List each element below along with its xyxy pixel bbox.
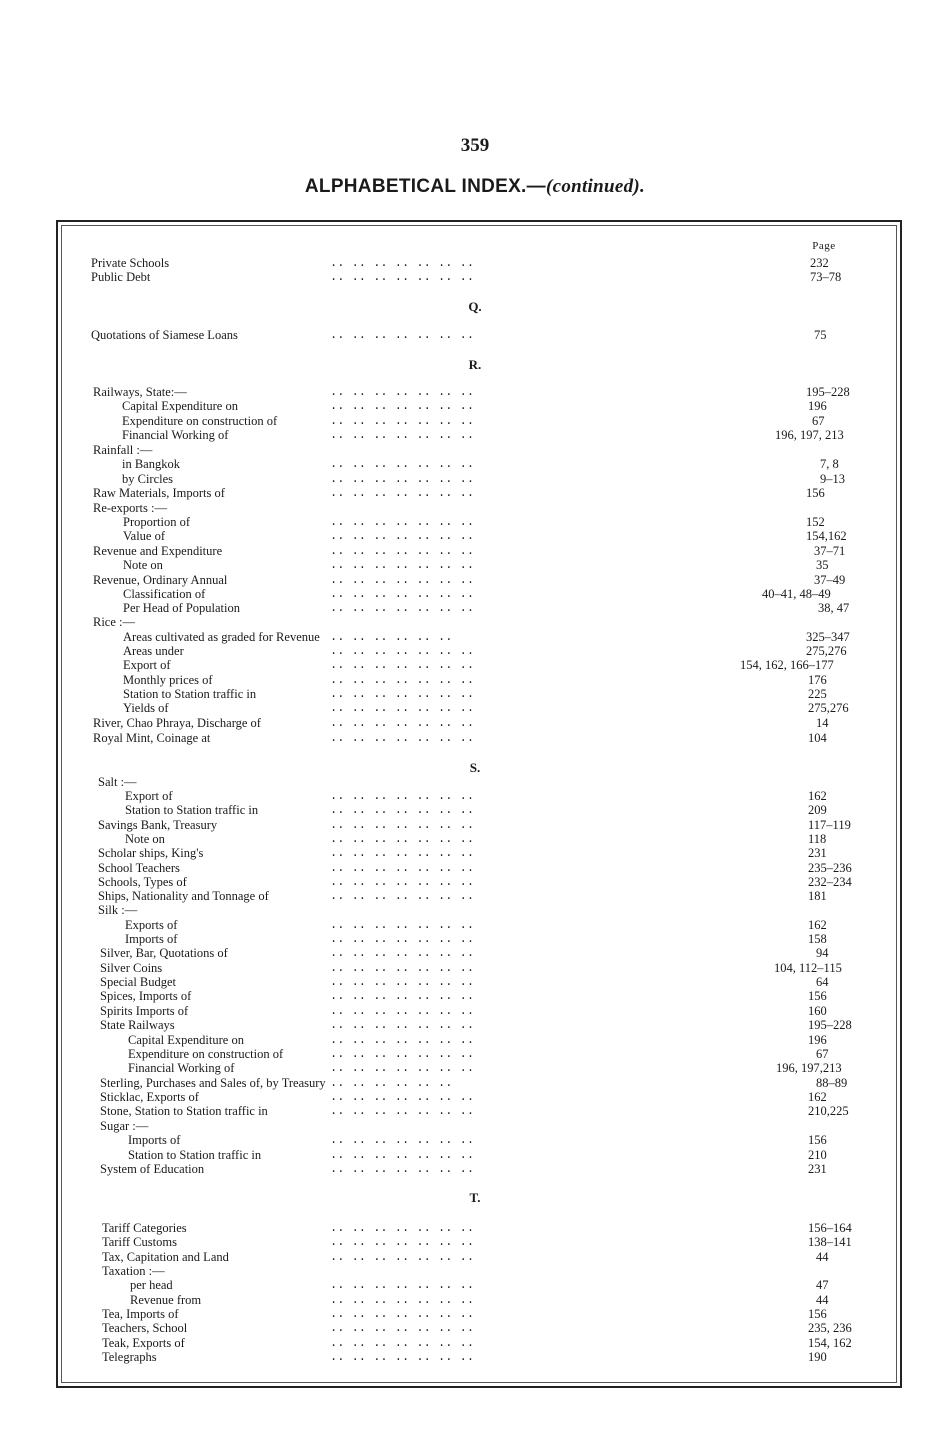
entry-label: Revenue from (130, 1293, 202, 1307)
entry-label: Ships, Nationality and Tonnage of (98, 889, 269, 903)
leader-dots: .. .. .. .. .. .. .. (330, 644, 475, 658)
entry-label: Special Budget (100, 975, 177, 989)
entry-label: Stone, Station to Station traffic in (100, 1104, 268, 1118)
leader-dots: .. .. .. .. .. .. .. (330, 832, 475, 846)
index-entry (0, 472, 950, 487)
leader-dots: .. .. .. .. .. .. .. (330, 587, 475, 601)
index-entry (0, 385, 950, 400)
entry-page: 154,162 (806, 529, 847, 543)
index-entry (0, 989, 950, 1004)
entry-page: 195–228 (808, 1018, 852, 1032)
entry-label: Expenditure on construction of (122, 414, 278, 428)
entry-label: Rainfall :— (93, 443, 153, 457)
entry-page: 162 (808, 1090, 827, 1104)
leader-dots: .. .. .. .. .. .. .. (330, 961, 475, 975)
index-entry (0, 573, 950, 588)
index-entry (0, 558, 950, 573)
entry-page: 196, 197,213 (776, 1061, 842, 1075)
index-entry (0, 903, 950, 918)
leader-dots: .. .. .. .. .. .. .. (330, 687, 475, 701)
index-entry (0, 716, 950, 731)
leader-dots: .. .. .. .. .. .. .. (330, 658, 475, 672)
entry-page: 67 (812, 414, 825, 428)
index-entry (0, 1047, 950, 1062)
index-entry (0, 861, 950, 876)
index-entry (0, 1148, 950, 1163)
index-entry (0, 832, 950, 847)
leader-dots: .. .. .. .. .. .. .. (330, 1293, 475, 1307)
leader-dots: .. .. .. .. .. .. .. (330, 946, 475, 960)
section-heading-t: T. (469, 1190, 481, 1205)
entry-label: Savings Bank, Treasury (98, 818, 218, 832)
leader-dots: .. .. .. .. .. .. .. (330, 1133, 475, 1147)
entry-label: Station to Station traffic in (128, 1148, 262, 1162)
entry-label: Schools, Types of (98, 875, 187, 889)
entry-label: Royal Mint, Coinage at (93, 731, 211, 745)
entry-label: Imports of (125, 932, 178, 946)
entry-label: Silver, Bar, Quotations of (100, 946, 228, 960)
index-entry (0, 875, 950, 890)
leader-dots: .. .. .. .. .. .. .. (330, 1321, 475, 1335)
entry-label: Rice :— (93, 615, 136, 629)
entry-label: Silver Coins (100, 961, 163, 975)
leader-dots: .. .. .. .. .. .. .. (330, 932, 475, 946)
leader-dots: .. .. .. .. .. .. .. (330, 486, 475, 500)
entry-label: Export of (123, 658, 171, 672)
leader-dots: .. .. .. .. .. .. .. (330, 544, 475, 558)
entry-label: Teak, Exports of (102, 1336, 185, 1350)
entry-page: 275,276 (808, 701, 849, 715)
entry-label: Classification of (123, 587, 206, 601)
entry-label: Financial Working of (128, 1061, 235, 1075)
entry-page: 156 (808, 1307, 827, 1321)
entry-page: 104, 112–115 (774, 961, 842, 975)
entry-page: 117–119 (808, 818, 851, 832)
index-entry (0, 1090, 950, 1105)
entry-label: by Circles (122, 472, 174, 486)
index-entry (0, 1221, 950, 1236)
entry-page: 196, 197, 213 (775, 428, 844, 442)
leader-dots: .. .. .. .. .. .. .. (330, 1350, 475, 1364)
entry-label: System of Education (100, 1162, 205, 1176)
leader-dots: .. .. .. .. .. .. .. (330, 846, 475, 860)
entry-label: State Railways (100, 1018, 175, 1032)
leader-dots: .. .. .. .. .. .. .. (330, 1004, 475, 1018)
index-entry (0, 803, 950, 818)
index-entry (0, 515, 950, 530)
index-entry (0, 1162, 950, 1177)
leader-dots: .. .. .. .. .. .. .. (330, 1047, 475, 1061)
entry-page: 44 (816, 1293, 829, 1307)
entry-label: Sterling, Purchases and Sales of, by Treasury (100, 1076, 326, 1090)
entry-page: 154, 162, 166–177 (740, 658, 834, 672)
entry-page: 275,276 (806, 644, 847, 658)
index-entry (0, 687, 950, 702)
leader-dots: .. .. .. .. .. .. .. (330, 731, 475, 745)
index-entry (0, 443, 950, 458)
leader-dots: .. .. .. .. .. .. .. (330, 1278, 475, 1292)
entry-page: 156–164 (808, 1221, 852, 1235)
entry-page: 14 (816, 716, 829, 730)
leader-dots: .. .. .. .. .. .. .. (330, 472, 475, 486)
entry-page: 235–236 (808, 861, 852, 875)
entry-page: 152 (806, 515, 825, 529)
index-entry (0, 1133, 950, 1148)
entry-label: Areas cultivated as graded for Revenue (123, 630, 320, 644)
section-heading-r: R. (468, 357, 482, 372)
index-entry (0, 658, 950, 673)
entry-label: Sugar :— (100, 1119, 149, 1133)
index-entry (0, 701, 950, 716)
index-entry (0, 1307, 950, 1322)
entry-label: Proportion of (123, 515, 191, 529)
index-entry (0, 846, 950, 861)
leader-dots: .. .. .. .. .. .. .. (330, 673, 475, 687)
entry-label: Taxation :— (102, 1264, 165, 1278)
index-entry (0, 932, 950, 947)
entry-label: Tariff Customs (102, 1235, 177, 1249)
entry-label: Capital Expenditure on (122, 399, 238, 413)
index-entry (0, 1250, 950, 1265)
index-entry (0, 975, 950, 990)
index-entry (0, 544, 950, 559)
index-entry (0, 1119, 950, 1134)
entry-page: 38, 47 (818, 601, 850, 615)
entry-page: 162 (808, 918, 827, 932)
leader-dots: .. .. .. .. .. .. .. (330, 385, 475, 399)
entry-label: Note on (125, 832, 165, 846)
entry-label: Scholar ships, King's (98, 846, 204, 860)
leader-dots: .. .. .. .. .. .. .. (330, 875, 475, 889)
index-entry (0, 731, 950, 746)
entry-label: Capital Expenditure on (128, 1033, 244, 1047)
index-entry (0, 1264, 950, 1279)
entry-page: 160 (808, 1004, 827, 1018)
leader-dots: .. .. .. .. .. .. .. (330, 818, 475, 832)
leader-dots: .. .. .. .. .. .. .. (330, 1307, 475, 1321)
index-entry (0, 270, 950, 285)
entry-label: Re-exports :— (93, 501, 167, 515)
index-entry (0, 1350, 950, 1365)
title-continued: (continued). (545, 176, 646, 197)
index-entry (0, 1076, 950, 1091)
leader-dots: .. .. .. .. .. .. .. (330, 1162, 475, 1176)
entry-label: Telegraphs (102, 1350, 157, 1364)
index-entry (0, 918, 950, 933)
leader-dots: .. .. .. .. .. .. .. (330, 515, 475, 529)
entry-label: Spirits Imports of (100, 1004, 189, 1018)
leader-dots: .. .. .. .. .. .. .. (330, 1104, 475, 1118)
title-main: ALPHABETICAL INDEX.— (304, 176, 546, 197)
entry-page: 73–78 (810, 270, 842, 284)
leader-dots: .. .. .. .. .. .. .. (330, 861, 475, 875)
entry-label: Value of (123, 529, 165, 543)
page-number: 359 (460, 135, 490, 156)
index-entry (0, 1033, 950, 1048)
index-entry (0, 1336, 950, 1351)
entry-page: 196 (808, 399, 827, 413)
entry-label: Sticklac, Exports of (100, 1090, 199, 1104)
index-entry (0, 961, 950, 976)
index-entry (0, 818, 950, 833)
index-entry (0, 775, 950, 790)
leader-dots: .. .. .. .. .. .. .. (330, 1018, 475, 1032)
entry-page: 231 (808, 846, 827, 860)
index-entry (0, 1293, 950, 1308)
leader-dots: .. .. .. .. .. .. .. (330, 1033, 475, 1047)
entry-label: Public Debt (91, 270, 151, 284)
entry-label: Tea, Imports of (102, 1307, 179, 1321)
entry-page: 232–234 (808, 875, 852, 889)
page-title (0, 176, 950, 198)
entry-label: Imports of (128, 1133, 181, 1147)
entry-label: Private Schools (91, 256, 170, 270)
entry-label: Exports of (125, 918, 178, 932)
leader-dots: .. .. .. .. .. .. .. (330, 529, 475, 543)
index-entry (0, 1018, 950, 1033)
entry-page: 162 (808, 789, 827, 803)
entry-label: Expenditure on construction of (128, 1047, 284, 1061)
leader-dots: .. .. .. .. .. .. .. (330, 889, 475, 903)
index-entry (0, 587, 950, 602)
entry-label: Salt :— (98, 775, 137, 789)
entry-page: 40–41, 48–49 (762, 587, 831, 601)
entry-label: Quotations of Siamese Loans (91, 328, 238, 342)
entry-page: 35 (816, 558, 829, 572)
entry-page: 44 (816, 1250, 829, 1264)
entry-page: 210,225 (808, 1104, 849, 1118)
leader-dots: .. .. .. .. .. .. .. (330, 428, 475, 442)
leader-dots: .. .. .. .. .. .. .. (330, 701, 475, 715)
entry-page: 7, 8 (820, 457, 839, 471)
leader-dots: .. .. .. .. .. .. .. (330, 558, 475, 572)
entry-page: 156 (806, 486, 825, 500)
entry-page: 158 (808, 932, 827, 946)
entry-page: 235, 236 (808, 1321, 852, 1335)
entry-page: 67 (816, 1047, 829, 1061)
leader-dots: .. .. .. .. .. .. .. (330, 328, 475, 342)
leader-dots: .. .. .. .. .. .. .. (330, 1090, 475, 1104)
entry-label: Financial Working of (122, 428, 229, 442)
entry-label: Note on (123, 558, 163, 572)
leader-dots: .. .. .. .. .. .. .. (330, 270, 475, 284)
entry-label: Teachers, School (102, 1321, 188, 1335)
index-entry (0, 673, 950, 688)
index-entry (0, 615, 950, 630)
leader-dots: .. .. .. .. .. .. .. (330, 989, 475, 1003)
entry-label: Export of (125, 789, 173, 803)
index-entry (0, 1004, 950, 1019)
entry-page: 196 (808, 1033, 827, 1047)
entry-label: River, Chao Phraya, Discharge of (93, 716, 261, 730)
entry-page: 64 (816, 975, 829, 989)
leader-dots: .. .. .. .. .. .. .. (330, 1148, 475, 1162)
section-heading-q: Q. (468, 299, 482, 314)
entry-label: Areas under (123, 644, 184, 658)
entry-label: Station to Station traffic in (125, 803, 259, 817)
index-entry (0, 328, 950, 343)
index-entry (0, 789, 950, 804)
leader-dots: .. .. .. .. .. .. .. (330, 573, 475, 587)
entry-label: Silk :— (98, 903, 138, 917)
entry-page: 181 (808, 889, 827, 903)
index-entry (0, 630, 950, 645)
leader-dots: .. .. .. .. .. .. .. (330, 803, 475, 817)
entry-page: 47 (816, 1278, 829, 1292)
leader-dots: .. .. .. .. .. .. .. (330, 1336, 475, 1350)
leader-dots: .. .. .. .. .. .. .. (330, 399, 475, 413)
index-entry (0, 644, 950, 659)
index-entry (0, 486, 950, 501)
entry-page: 210 (808, 1148, 827, 1162)
index-entry (0, 457, 950, 472)
leader-dots: .. .. .. .. .. .. .. (330, 601, 475, 615)
entry-page: 94 (816, 946, 829, 960)
index-entry (0, 1061, 950, 1076)
entry-label: in Bangkok (122, 457, 180, 471)
leader-dots: .. .. .. .. .. .. .. (330, 1221, 475, 1235)
index-entry (0, 1278, 950, 1293)
leader-dots: .. .. .. .. .. .. .. (330, 457, 475, 471)
entry-label: Station to Station traffic in (123, 687, 257, 701)
entry-label: Monthly prices of (123, 673, 213, 687)
section-heading-s: S. (469, 760, 481, 775)
leader-dots: .. .. .. .. .. .. (330, 1076, 453, 1090)
entry-page: 104 (808, 731, 827, 745)
entry-label: School Teachers (98, 861, 180, 875)
leader-dots: .. .. .. .. .. .. .. (330, 414, 475, 428)
leader-dots: .. .. .. .. .. .. (330, 630, 453, 644)
entry-label: Spices, Imports of (100, 989, 192, 1003)
index-entry (0, 414, 950, 429)
entry-page: 325–347 (806, 630, 850, 644)
entry-label: Per Head of Population (123, 601, 240, 615)
entry-page: 37–49 (814, 573, 846, 587)
index-entry (0, 256, 950, 271)
index-entry (0, 946, 950, 961)
entry-page: 37–71 (814, 544, 846, 558)
index-entry (0, 428, 950, 443)
entry-label: per head (130, 1278, 173, 1292)
leader-dots: .. .. .. .. .. .. .. (330, 256, 475, 270)
entry-page: 88–89 (816, 1076, 848, 1090)
entry-page: 156 (808, 989, 827, 1003)
index-entry (0, 889, 950, 904)
index-entry (0, 1321, 950, 1336)
entry-label: Revenue, Ordinary Annual (93, 573, 228, 587)
index-entry (0, 529, 950, 544)
page-column-header: Page (812, 240, 836, 252)
entry-page: 154, 162 (808, 1336, 852, 1350)
leader-dots: .. .. .. .. .. .. .. (330, 1250, 475, 1264)
entry-page: 138–141 (808, 1235, 852, 1249)
index-entry (0, 399, 950, 414)
entry-page: 232 (810, 256, 829, 270)
entry-page: 176 (808, 673, 827, 687)
index-entry (0, 1104, 950, 1119)
leader-dots: .. .. .. .. .. .. .. (330, 1235, 475, 1249)
entry-page: 9–13 (820, 472, 845, 486)
leader-dots: .. .. .. .. .. .. .. (330, 716, 475, 730)
index-entry (0, 1235, 950, 1250)
entry-page: 225 (808, 687, 827, 701)
entry-label: Revenue and Expenditure (93, 544, 223, 558)
entry-label: Yields of (123, 701, 169, 715)
leader-dots: .. .. .. .. .. .. .. (330, 918, 475, 932)
leader-dots: .. .. .. .. .. .. .. (330, 1061, 475, 1075)
entry-page: 195–228 (806, 385, 850, 399)
entry-label: Railways, State:— (93, 385, 187, 399)
entry-page: 118 (808, 832, 827, 846)
index-entry (0, 601, 950, 616)
entry-page: 209 (808, 803, 827, 817)
entry-label: Tax, Capitation and Land (102, 1250, 229, 1264)
entry-page: 190 (808, 1350, 827, 1364)
entry-page: 156 (808, 1133, 827, 1147)
leader-dots: .. .. .. .. .. .. .. (330, 789, 475, 803)
index-entry (0, 501, 950, 516)
entry-label: Raw Materials, Imports of (93, 486, 225, 500)
entry-page: 75 (814, 328, 827, 342)
entry-label: Tariff Categories (102, 1221, 187, 1235)
leader-dots: .. .. .. .. .. .. .. (330, 975, 475, 989)
entry-page: 231 (808, 1162, 827, 1176)
